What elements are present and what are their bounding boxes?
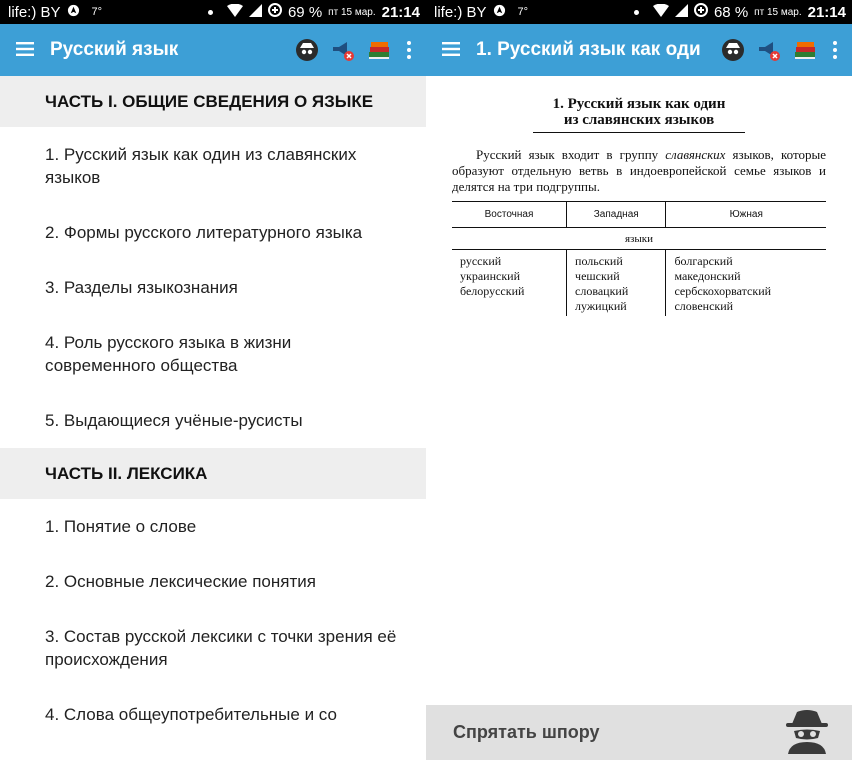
signal-icon [249,4,262,21]
list-item[interactable]: 3. Состав русской лексики с точки зрения её происхождения [45,627,397,669]
language-groups-table [452,201,826,316]
doc-heading-line1: 1. Русский язык как один [552,96,726,112]
textbook-page [426,76,852,316]
page-title: 1. Русский язык как оди [476,39,701,60]
battery-label: 68 % [713,3,749,21]
heading-underline [533,132,745,133]
table-cell [567,250,666,317]
hamburger-menu-icon[interactable] [442,40,462,60]
status-bar [0,0,426,24]
temperature-label: 7° [517,6,529,18]
temperature-label: 7° [91,6,103,18]
date-label: пт 15 мар. [328,6,376,18]
book-icon[interactable] [366,37,392,63]
language-name: болгарский [674,254,733,268]
megaphone-icon[interactable] [330,37,356,63]
language-name: чешский [575,269,620,283]
list-item[interactable]: 5. Выдающиеся учёные-русисты [45,411,303,430]
para-text: Русский язык входит в группу [476,147,666,162]
status-bar [426,0,852,24]
para-emphasis: славянских [665,147,726,162]
spy-icon[interactable] [720,37,746,63]
language-name: сербскохорватский [674,284,772,298]
hamburger-menu-icon[interactable] [16,40,36,60]
spy-icon[interactable] [782,706,832,759]
signal-icon [675,4,688,21]
table-header: Западная [567,202,666,228]
section-header: ЧАСТЬ II. ЛЕКСИКА [0,448,426,499]
list-item[interactable]: 1. Понятие о слове [45,517,197,536]
list-item[interactable]: 4. Роль русского языка в жизни современного общества [45,333,292,375]
more-vert-icon[interactable] [402,37,416,63]
language-name: белорусский [460,284,525,298]
spy-icon[interactable] [294,37,320,63]
time-label: 21:14 [381,3,420,21]
doc-paragraph [452,147,826,195]
hide-cheatsheet-bar[interactable] [426,705,852,760]
language-name: русский [460,254,502,268]
app-bar [426,24,852,76]
time-label: 21:14 [807,3,846,21]
wifi-icon [227,4,243,21]
carrier-label: life:) BY [8,3,61,21]
table-cell [452,250,567,317]
navigation-icon [493,4,506,21]
language-name: польский [575,254,623,268]
language-name: македонский [674,269,741,283]
notification-dot-icon [634,10,639,15]
megaphone-icon[interactable] [756,37,782,63]
app-bar [0,24,426,76]
date-label: пт 15 мар. [754,6,802,18]
page-title: Русский язык [50,39,179,60]
doc-heading-line2: из славянских языков [563,112,715,128]
list-item[interactable]: 4. Слова общеупотребительные и со [45,705,337,724]
language-name: лужицкий [575,299,627,313]
contents-list [0,76,426,760]
doc-heading [452,96,826,128]
notification-dot-icon [208,10,213,15]
language-name: словацкий [575,284,629,298]
more-vert-icon[interactable] [828,37,842,63]
language-name: украинский [460,269,520,283]
table-caption: языки [452,228,826,250]
section-header: ЧАСТЬ I. ОБЩИЕ СВЕДЕНИЯ О ЯЗЫКЕ [0,76,426,127]
list-item[interactable]: 2. Основные лексические понятия [45,572,316,591]
carrier-label: life:) BY [434,3,487,21]
data-saver-icon [268,3,282,21]
language-name: словенский [674,299,734,313]
book-icon[interactable] [792,37,818,63]
data-saver-icon [694,3,708,21]
right-screen [426,0,852,760]
list-item[interactable]: 1. Русский язык как один из славянских языков [45,145,357,187]
wifi-icon [653,4,669,21]
hide-cheatsheet-button[interactable]: Спрятать шпору [453,722,600,742]
table-header: Южная [666,202,826,228]
navigation-icon [67,4,80,21]
para-text: языков, которые образуют отдельную ветвь в индоевропейской семье языков и делятся на три подгруппы. [452,147,826,194]
table-header: Восточная [452,202,567,228]
list-item[interactable]: 3. Разделы языкознания [45,278,238,297]
battery-label: 69 % [287,3,323,21]
table-cell [666,250,826,317]
list-item[interactable]: 2. Формы русского литературного языка [45,223,363,242]
